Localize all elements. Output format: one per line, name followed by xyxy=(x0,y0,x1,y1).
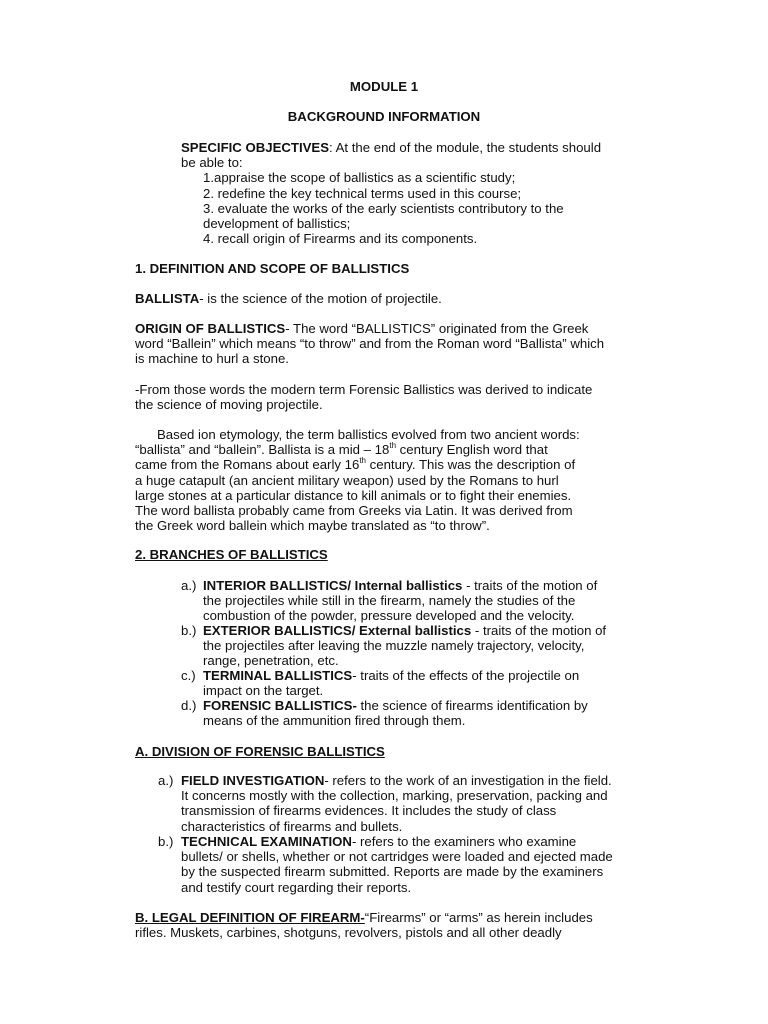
sectionB-heading: B. LEGAL DEFINITION OF FIREARM- xyxy=(135,910,365,925)
objectives-block xyxy=(181,140,681,246)
objective-item: 4. recall origin of Firearms and its components. xyxy=(203,231,478,247)
objectives-intro: SPECIFIC OBJECTIVES: At the end of the module, the students should xyxy=(181,140,602,155)
sectionA-heading: A. DIVISION OF FORENSIC BALLISTICS xyxy=(135,744,385,759)
derived-paragraph: -From those words the modern term Forensic Ballistics was derived to indicate the science of moving projectile. xyxy=(135,382,593,413)
module-title: MODULE 1 xyxy=(349,79,419,94)
branches-list xyxy=(181,578,681,728)
section1-heading: 1. DEFINITION AND SCOPE OF BALLISTICS xyxy=(135,261,410,276)
objective-item: development of ballistics; xyxy=(203,216,351,232)
branch-item: c.) TERMINAL BALLISTICS- traits of the effects of the projectile on impact on the target. xyxy=(181,668,580,699)
objective-item: 3. evaluate the works of the early scientists contributory to the xyxy=(203,200,564,216)
sectionB-paragraph: B. LEGAL DEFINITION OF FIREARM-“Firearms” or “arms” as herein includes rifles. Muskets, carbines, shotguns, revolvers, pistols and all other deadly xyxy=(135,910,593,941)
ballista-term: BALLISTA xyxy=(135,291,200,306)
section-title: BACKGROUND INFORMATION xyxy=(287,109,481,124)
branch-item: b.) EXTERIOR BALLISTICS/ External ballistics - traits of the motion of the projectiles after leaving the muzzle namely trajectory, velocity, range, penetration, etc. xyxy=(181,623,607,669)
division-list xyxy=(158,773,678,895)
objectives-heading: SPECIFIC OBJECTIVES xyxy=(181,140,330,155)
objectives-intro-line2: be able to: xyxy=(181,155,243,171)
objective-item: 1.appraise the scope of ballistics as a scientific study; xyxy=(203,170,516,186)
division-item: b.) TECHNICAL EXAMINATION- refers to the examiners who examine bullets/ or shells, whether or not cartridges were loaded and ejected made by the suspected firearm submitted. Reports are made by the examiners and testify court regarding their reports. xyxy=(158,834,613,895)
objective-item: 2. redefine the key technical terms used in this course; xyxy=(203,185,522,201)
ballista-definition: BALLISTA- is the science of the motion of projectile. xyxy=(135,291,442,306)
objectives-list xyxy=(181,170,681,246)
branch-item: d.) FORENSIC BALLISTICS- the science of firearms identification by means of the ammunition fired through them. xyxy=(181,698,588,729)
branch-item: a.) INTERIOR BALLISTICS/ Internal ballistics - traits of the motion of the projectiles while still in the firearm, namely the studies of the combustion of the powder, pressure developed and the velocity. xyxy=(181,578,598,624)
division-item: a.) FIELD INVESTIGATION- refers to the work of an investigation in the field. It concerns mostly with the collection, marking, preservation, packing and transmission of firearms evidences. It includes the study of class characteristics of firearms and bullets. xyxy=(158,773,612,834)
origin-paragraph: ORIGIN OF BALLISTICS- The word “BALLISTICS” originated from the Greek word “Ballein” which means “to throw” and from the Roman word “Ballista” which is machine to hurl a stone. xyxy=(135,321,605,367)
origin-term: ORIGIN OF BALLISTICS xyxy=(135,321,286,336)
section2-heading: 2. BRANCHES OF BALLISTICS xyxy=(135,547,328,562)
etymology-paragraph: Based ion etymology, the term ballistics evolved from two ancient words: “ballista” and “ballein”. Ballista is a mid – 18th century English word that came from the Romans about early 16th century. This was the description of a huge catapult (an ancient military weapon) used by the Romans to hurl large stones at a particular distance to kill animals or to fight their enemies. The word ballista probably came from Greeks via Latin. It was derived from the Greek word ballein which maybe translated as “to throw”. xyxy=(135,427,580,534)
